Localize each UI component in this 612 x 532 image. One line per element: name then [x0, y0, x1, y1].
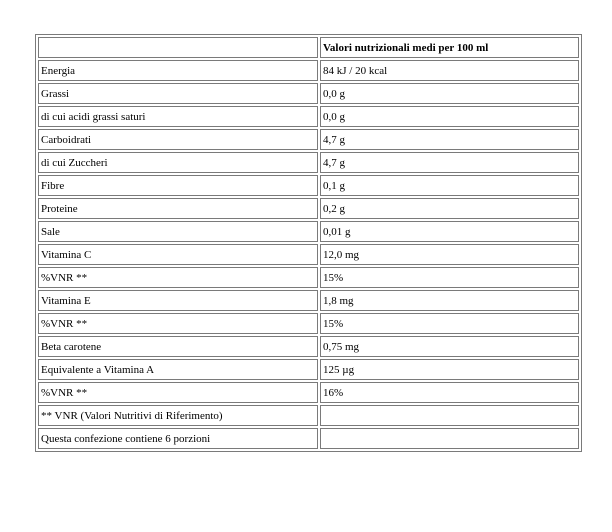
footnote-text: ** VNR (Valori Nutritivi di Riferimento): [38, 405, 318, 426]
table-row: [38, 83, 579, 104]
table-header: [38, 37, 579, 58]
nutrient-name: Carboidrati: [38, 129, 318, 150]
nutrient-name: di cui acidi grassi saturi: [38, 106, 318, 127]
header-cell-nutrient: [38, 37, 318, 58]
empty-cell: [320, 428, 579, 449]
nutrient-value: 0,2 g: [320, 198, 579, 219]
nutrient-value: 16%: [320, 382, 579, 403]
table-row: [38, 129, 579, 150]
table-row: [38, 382, 579, 403]
table-row: [38, 405, 579, 426]
nutrient-name: Vitamina E: [38, 290, 318, 311]
nutrient-name: Proteine: [38, 198, 318, 219]
table-row: [38, 336, 579, 357]
nutrient-value: 0,75 mg: [320, 336, 579, 357]
nutrient-value: 84 kJ / 20 kcal: [320, 60, 579, 81]
header-row: [38, 37, 579, 58]
table-row: [38, 290, 579, 311]
nutrient-name: Sale: [38, 221, 318, 242]
nutrient-name: Equivalente a Vitamina A: [38, 359, 318, 380]
table-row: [38, 198, 579, 219]
table-row: [38, 244, 579, 265]
nutrient-value: 12,0 mg: [320, 244, 579, 265]
nutrient-value: 125 µg: [320, 359, 579, 380]
nutrient-name: %VNR **: [38, 267, 318, 288]
nutrient-value: 0,1 g: [320, 175, 579, 196]
nutrient-value: 4,7 g: [320, 129, 579, 150]
nutrient-name: %VNR **: [38, 313, 318, 334]
nutrient-value: 15%: [320, 313, 579, 334]
table-row: [38, 359, 579, 380]
nutrient-name: di cui Zuccheri: [38, 152, 318, 173]
table-row: [38, 175, 579, 196]
table-row: [38, 106, 579, 127]
nutrient-name: %VNR **: [38, 382, 318, 403]
nutrient-value: 1,8 mg: [320, 290, 579, 311]
table-row: [38, 152, 579, 173]
table-body: [38, 60, 579, 449]
nutrient-name: Energia: [38, 60, 318, 81]
nutrient-name: Grassi: [38, 83, 318, 104]
nutrition-table: [35, 34, 582, 452]
table-row: [38, 267, 579, 288]
nutrient-name: Beta carotene: [38, 336, 318, 357]
nutrient-name: Vitamina C: [38, 244, 318, 265]
table-row: [38, 221, 579, 242]
nutrient-value: 15%: [320, 267, 579, 288]
table-row: [38, 313, 579, 334]
empty-cell: [320, 405, 579, 426]
table-row: [38, 428, 579, 449]
nutrient-value: 0,01 g: [320, 221, 579, 242]
table-row: [38, 60, 579, 81]
nutrient-value: 0,0 g: [320, 106, 579, 127]
nutrient-value: 4,7 g: [320, 152, 579, 173]
header-cell-per-100ml: Valori nutrizionali medi per 100 ml: [320, 37, 579, 58]
portions-text: Questa confezione contiene 6 porzioni: [38, 428, 318, 449]
nutrient-value: 0,0 g: [320, 83, 579, 104]
nutrient-name: Fibre: [38, 175, 318, 196]
